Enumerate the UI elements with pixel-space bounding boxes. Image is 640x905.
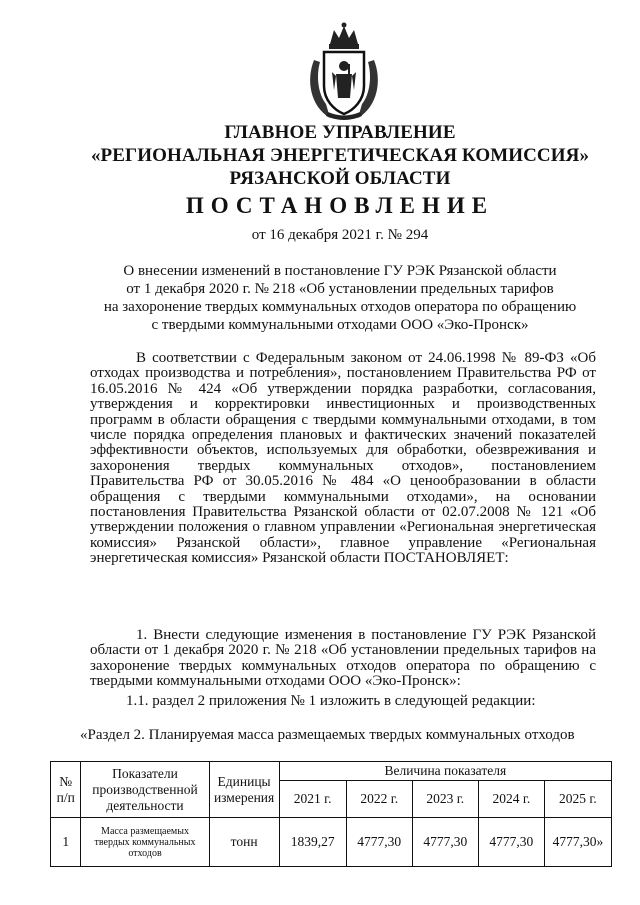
document-subject — [80, 262, 600, 334]
preamble-paragraph: В соответствии с Федеральным законом от 24.06.1998 № 89-ФЗ «Об отходах производства и потребления», постановлением Правительства РФ от 16.05.2016 № 424 «Об утверждении порядка разработки, согласования, утверждения и корректировки инвестиционных и производственных программ в области обращения с твердыми коммунальными отходами, в том числе порядка определения плановых и фактических значений показателей эффективности объектов, используемых для обработки, обезвреживания и захоронения твердых коммунальных отходов», постановлением Правительства РФ от 30.05.2016 № 484 «О ценообразовании в области обращения с твердыми коммунальными отходами», на основании постановления Правительства Рязанской области от 02.07.2008 № 121 «Об утверждении положения о главном управлении «Региональная энергетическая комиссия» Рязанской области», главное управление «Региональная энергетическая комиссия» Рязанской области ПОСТАНОВЛЯЕТ: — [90, 350, 596, 567]
header-value: Величина показателя — [279, 762, 611, 781]
row-value: 1839,27 — [279, 818, 346, 867]
header-year: 2025 г. — [544, 781, 611, 818]
document-date: от 16 декабря 2021 г. № 294 — [251, 227, 429, 243]
header-year: 2024 г. — [478, 781, 544, 818]
section-heading: «Раздел 2. Планируемая масса размещаемых твердых коммунальных отходов — [80, 727, 575, 743]
header-year: 2022 г. — [346, 781, 412, 818]
subject-line-4: с твердыми коммунальными отходами ООО «Эко-Пронск» — [151, 317, 529, 333]
row-value: 4777,30» — [544, 818, 611, 867]
subject-line-1: О внесении изменений в постановление ГУ РЭК Рязанской области — [123, 263, 557, 279]
subject-line-2: от 1 декабря 2020 г. № 218 «Об установлении предельных тарифов — [126, 281, 554, 297]
authority-line-1: ГЛАВНОЕ УПРАВЛЕНИЕ — [224, 122, 456, 143]
table-row — [51, 818, 612, 867]
row-unit: тонн — [209, 818, 279, 867]
item-1-paragraph: 1. Внести следующие изменения в постановление ГУ РЭК Рязанской области от 1 декабря 2020 г. № 218 «Об установлении предельных тарифов на захоронение твердых коммунальных отходов оператора по обращению с твердыми коммунальными отходами ООО «Эко-Пронск»: — [90, 627, 596, 690]
authority-line-3: РЯЗАНСКОЙ ОБЛАСТИ — [229, 168, 451, 189]
tariff-volume-table — [50, 761, 612, 867]
authority-line-2: «РЕГИОНАЛЬНАЯ ЭНЕРГЕТИЧЕСКАЯ КОМИССИЯ» — [90, 145, 590, 166]
subject-line-3: на захоронение твердых коммунальных отходов оператора по обращению — [103, 299, 577, 315]
row-indicator: Масса размещаемых твердых коммунальных отходов — [81, 818, 209, 867]
issuing-authority — [60, 121, 620, 190]
coat-of-arms-icon — [296, 20, 392, 124]
row-num: 1 — [51, 818, 81, 867]
header-unit: Единицы измерения — [209, 762, 279, 818]
header-num: № п/п — [51, 762, 81, 818]
document-type: ПОСТАНОВЛЕНИЕ — [185, 193, 495, 218]
header-indicator: Показатели производственной деятельности — [81, 762, 209, 818]
row-value: 4777,30 — [412, 818, 478, 867]
header-year: 2023 г. — [412, 781, 478, 818]
item-1-1-paragraph: 1.1. раздел 2 приложения № 1 изложить в следующей редакции: — [126, 693, 536, 709]
table-header-row — [51, 762, 612, 781]
header-year: 2021 г. — [279, 781, 346, 818]
row-value: 4777,30 — [346, 818, 412, 867]
row-value: 4777,30 — [478, 818, 544, 867]
